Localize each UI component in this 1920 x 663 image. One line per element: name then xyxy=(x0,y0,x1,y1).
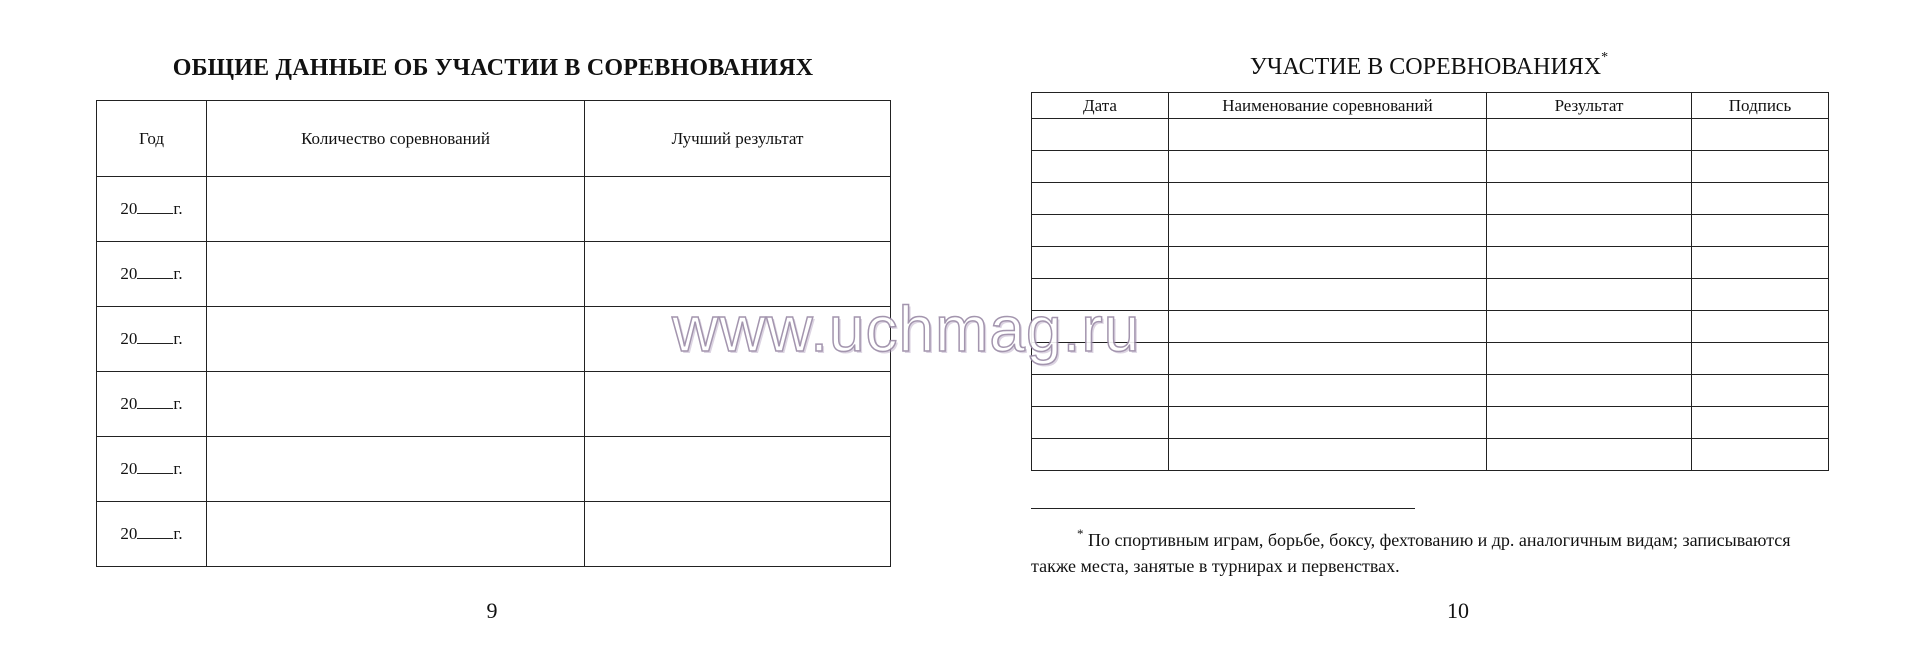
table-row xyxy=(97,372,891,437)
result-cell xyxy=(1487,119,1692,151)
competition-count-cell xyxy=(207,437,585,502)
competition-name-cell xyxy=(1169,183,1487,215)
page-number: 10 xyxy=(1447,598,1469,623)
table-row xyxy=(97,177,891,242)
signature-cell xyxy=(1692,151,1829,183)
competition-name-cell xyxy=(1169,279,1487,311)
competition-count-cell xyxy=(207,242,585,307)
page-number: 9 xyxy=(486,598,498,623)
result-cell xyxy=(1487,151,1692,183)
signature-cell xyxy=(1692,311,1829,343)
date-cell xyxy=(1032,343,1169,375)
year-cell: 20 г. xyxy=(97,372,207,437)
date-cell xyxy=(1032,183,1169,215)
table-row xyxy=(1032,279,1829,311)
right-page xyxy=(960,0,1920,663)
footnote-mark: * xyxy=(1601,50,1609,65)
header-year: Год xyxy=(97,101,207,177)
competition-participation-table xyxy=(1031,92,1829,471)
year-cell: 20 г. xyxy=(97,177,207,242)
date-cell xyxy=(1032,375,1169,407)
signature-cell xyxy=(1692,439,1829,471)
footnote-divider xyxy=(1031,508,1415,509)
date-cell xyxy=(1032,439,1169,471)
result-cell xyxy=(1487,311,1692,343)
table-row xyxy=(1032,119,1829,151)
header-result: Результат xyxy=(1487,93,1692,119)
table-header-row xyxy=(97,101,891,177)
signature-cell xyxy=(1692,375,1829,407)
competition-name-cell xyxy=(1169,407,1487,439)
signature-cell xyxy=(1692,407,1829,439)
table-row xyxy=(1032,439,1829,471)
table-row xyxy=(97,437,891,502)
date-cell xyxy=(1032,279,1169,311)
result-cell xyxy=(1487,439,1692,471)
best-result-cell xyxy=(585,307,891,372)
watermark: www.uchmag.ru xyxy=(672,293,1141,365)
result-cell xyxy=(1487,343,1692,375)
signature-cell xyxy=(1692,279,1829,311)
footnote-mark: * xyxy=(1077,526,1084,541)
table-row xyxy=(1032,375,1829,407)
header-signature: Подпись xyxy=(1692,93,1829,119)
competition-summary-table xyxy=(96,100,891,567)
date-cell xyxy=(1032,407,1169,439)
result-cell xyxy=(1487,183,1692,215)
signature-cell xyxy=(1692,247,1829,279)
header-competition-count: Количество соревнований xyxy=(207,101,585,177)
competition-name-cell xyxy=(1169,375,1487,407)
table-row xyxy=(1032,151,1829,183)
signature-cell xyxy=(1692,119,1829,151)
date-cell xyxy=(1032,151,1169,183)
competition-count-cell xyxy=(207,372,585,437)
result-cell xyxy=(1487,375,1692,407)
footnote xyxy=(1031,527,1831,579)
table-row xyxy=(97,307,891,372)
competition-count-cell xyxy=(207,502,585,567)
competition-name-cell xyxy=(1169,215,1487,247)
competition-name-cell xyxy=(1169,119,1487,151)
table-row xyxy=(1032,183,1829,215)
result-cell xyxy=(1487,215,1692,247)
competition-name-cell xyxy=(1169,151,1487,183)
year-cell: 20 г. xyxy=(97,242,207,307)
result-cell xyxy=(1487,279,1692,311)
best-result-cell xyxy=(585,372,891,437)
year-cell: 20 г. xyxy=(97,307,207,372)
signature-cell xyxy=(1692,215,1829,247)
table-row xyxy=(1032,215,1829,247)
footnote-text: По спортивным играм, борьбе, боксу, фехтованию и др. аналогичным видам; записываются также места, занятые в турнирах и первенствах. xyxy=(1031,530,1791,576)
result-cell xyxy=(1487,407,1692,439)
date-cell xyxy=(1032,119,1169,151)
table-row xyxy=(97,242,891,307)
header-date: Дата xyxy=(1032,93,1169,119)
competition-name-cell xyxy=(1169,439,1487,471)
competition-name-cell xyxy=(1169,247,1487,279)
best-result-cell xyxy=(585,177,891,242)
competition-name-cell xyxy=(1169,311,1487,343)
signature-cell xyxy=(1692,183,1829,215)
table-row xyxy=(1032,343,1829,375)
table-row xyxy=(1032,247,1829,279)
best-result-cell xyxy=(585,502,891,567)
header-best-result: Лучший результат xyxy=(585,101,891,177)
date-cell xyxy=(1032,311,1169,343)
competition-count-cell xyxy=(207,307,585,372)
page-title: УЧАСТИЕ В СОРЕВНОВАНИЯХ* xyxy=(1249,50,1609,80)
table-row xyxy=(1032,311,1829,343)
year-cell: 20 г. xyxy=(97,437,207,502)
table-row xyxy=(1032,407,1829,439)
date-cell xyxy=(1032,215,1169,247)
result-cell xyxy=(1487,247,1692,279)
year-cell: 20 г. xyxy=(97,502,207,567)
table-header-row xyxy=(1032,93,1829,119)
signature-cell xyxy=(1692,343,1829,375)
best-result-cell xyxy=(585,242,891,307)
date-cell xyxy=(1032,247,1169,279)
header-competition-name: Наименование соревнований xyxy=(1169,93,1487,119)
competition-count-cell xyxy=(207,177,585,242)
page-title: ОБЩИЕ ДАННЫЕ ОБ УЧАСТИИ В СОРЕВНОВАНИЯХ xyxy=(172,55,814,81)
table-row xyxy=(97,502,891,567)
best-result-cell xyxy=(585,437,891,502)
competition-name-cell xyxy=(1169,343,1487,375)
